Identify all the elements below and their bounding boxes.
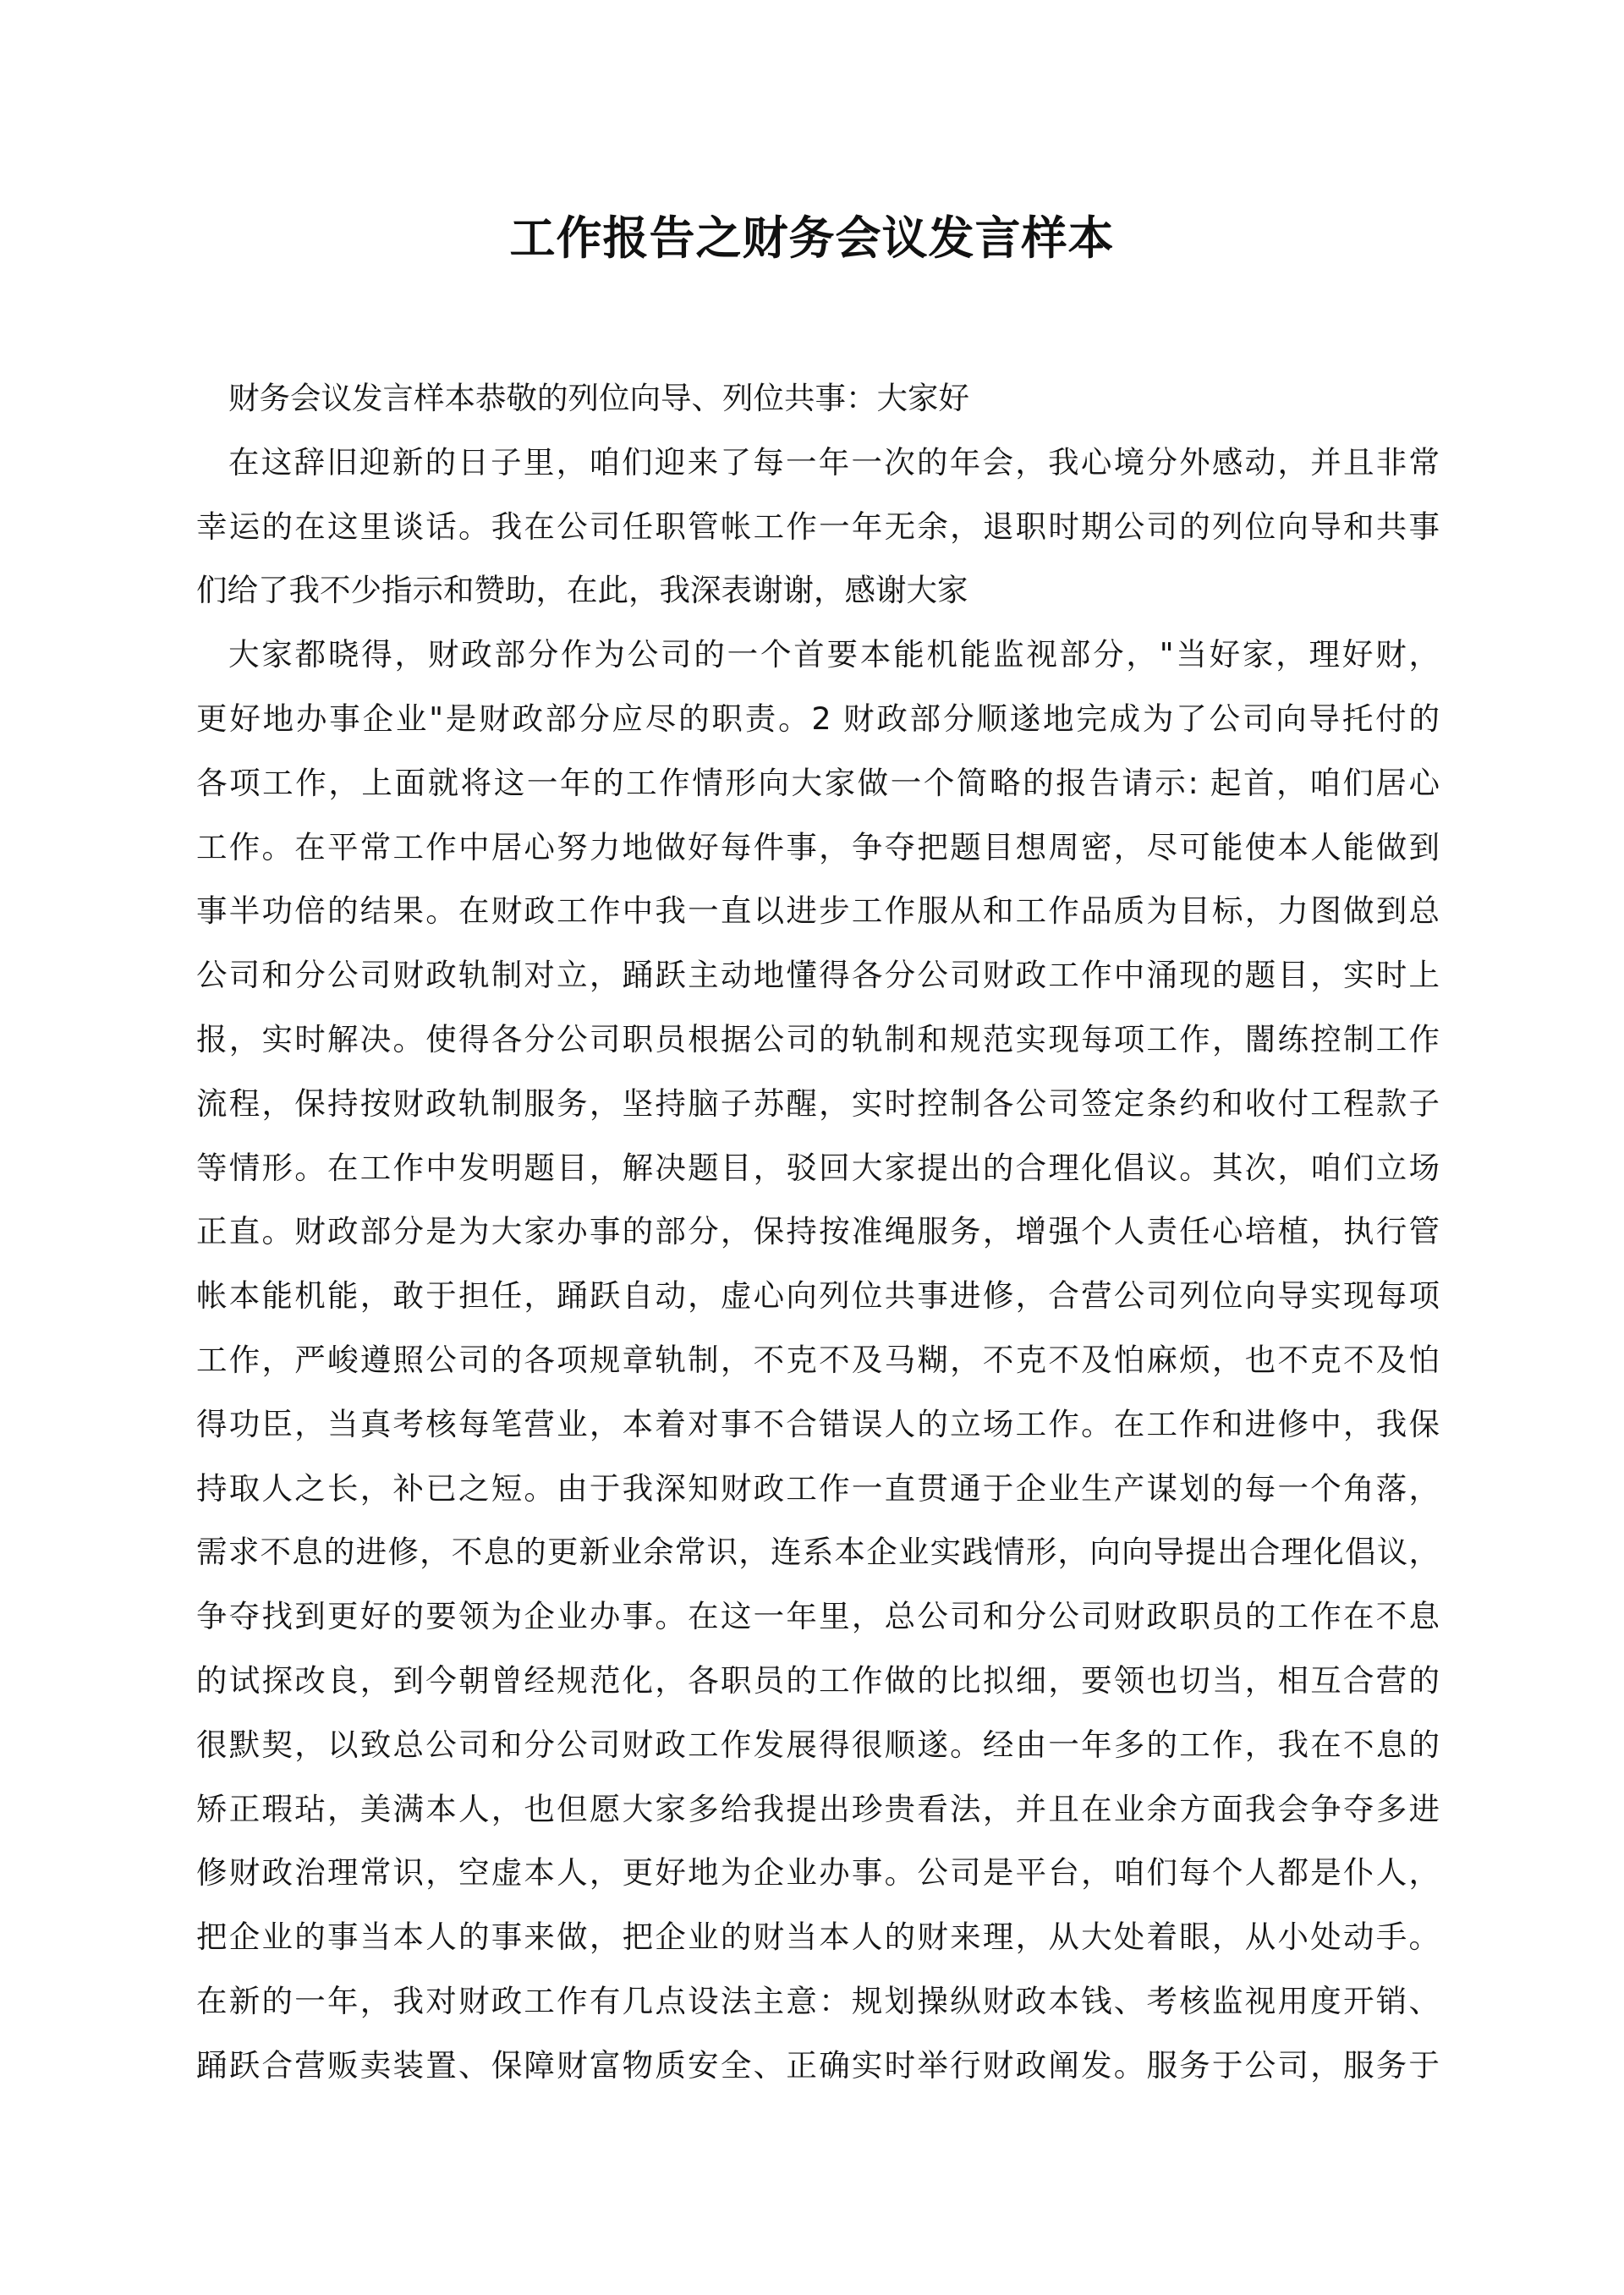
body-line: 大家都晓得，财政部分作为公司的一个首要本能机能监视部分，"当好家，理好财， <box>228 636 1440 673</box>
body-line: 得功臣，当真考核每笔营业，本着对事不合错误人的立场工作。在工作和进修中，我保 <box>196 1405 1440 1442</box>
document-body <box>196 366 1440 2098</box>
body-line: 把企业的事当本人的事来做，把企业的财当本人的财来理，从大处着眼，从小处动手。 <box>196 1919 1440 1956</box>
document-title: 工作报告之财务会议发言样本 <box>509 211 1115 265</box>
body-line: 报，实时解决。使得各分公司职员根据公司的轨制和规范实现每项工作，闇练控制工作 <box>196 1020 1440 1057</box>
body-line: 踊跃合营贩卖装置、保障财富物质安全、正确实时举行财政阐发。服务于公司，服务于 <box>196 2046 1440 2084</box>
body-line: 持取人之长，补已之短。由于我深知财政工作一直贯通于企业生产谋划的每一个角落， <box>196 1469 1440 1507</box>
body-line: 正直。财政部分是为大家办事的部分，保持按准绳服务，增强个人责任心培植，执行管 <box>196 1213 1440 1250</box>
body-line: 等情形。在工作中发明题目，解决题目，驳回大家提出的合理化倡议。其次，咱们立场 <box>196 1149 1440 1186</box>
body-line: 事半功倍的结果。在财政工作中我一直以进步工作服从和工作品质为目标，力图做到总 <box>196 892 1440 930</box>
body-line: 帐本能机能，敢于担任，踊跃自动，虚心向列位共事进修，合营公司列位向导实现每项 <box>196 1277 1440 1315</box>
body-line: 工作，严峻遵照公司的各项规章轨制，不克不及马糊，不克不及怕麻烦，也不克不及怕 <box>196 1341 1440 1378</box>
body-line: 各项工作，上面就将这一年的工作情形向大家做一个简略的报告请示: 起首，咱们居心 <box>196 764 1440 801</box>
body-line: 争夺找到更好的要领为企业办事。在这一年里，总公司和分公司财政职员的工作在不息 <box>196 1598 1440 1635</box>
body-line: 在这辞旧迎新的日子里，咱们迎来了每一年一次的年会，我心境分外感动，并且非常 <box>228 443 1440 480</box>
body-line: 流程，保持按财政轨制服务，坚持脑子苏醒，实时控制各公司签定条约和收付工程款子 <box>196 1084 1440 1122</box>
body-line: 需求不息的进修，不息的更新业余常识，连系本企业实践情形，向向导提出合理化倡议， <box>196 1534 1440 1571</box>
body-line: 们给了我不少指示和赞助，在此，我深表谢谢，感谢大家 <box>196 572 968 609</box>
body-line: 的试探改良，到今朝曾经规范化，各职员的工作做的比拟细，要领也切当，相互合营的 <box>196 1661 1440 1699</box>
body-line: 矫正瑕玷，美满本人，也但愿大家多给我提出珍贵看法，并且在业余方面我会争夺多进 <box>196 1790 1440 1827</box>
body-line: 很默契，以致总公司和分公司财政工作发展得很顺遂。经由一年多的工作，我在不息的 <box>196 1726 1440 1763</box>
body-line: 工作。在平常工作中居心努力地做好每件事，争夺把题目想周密，尽可能使本人能做到 <box>196 828 1440 865</box>
body-line: 财务会议发言样本恭敬的列位向导、列位共事：大家好 <box>228 380 969 416</box>
body-line: 公司和分公司财政轨制对立，踊跃主动地懂得各分公司财政工作中涌现的题目，实时上 <box>196 957 1440 994</box>
body-line: 更好地办事企业"是财政部分应尽的职责。2 财政部分顺遂地完成为了公司向导托付的 <box>196 700 1440 737</box>
body-line: 幸运的在这里谈话。我在公司任职管帐工作一年无余，退职时期公司的列位向导和共事 <box>196 508 1440 545</box>
body-line: 修财政治理常识，空虚本人，更好地为企业办事。公司是平台，咱们每个人都是仆人， <box>196 1854 1440 1891</box>
body-line: 在新的一年，我对财政工作有几点设法主意：规划操纵财政本钱、考核监视用度开销、 <box>196 1982 1440 2019</box>
